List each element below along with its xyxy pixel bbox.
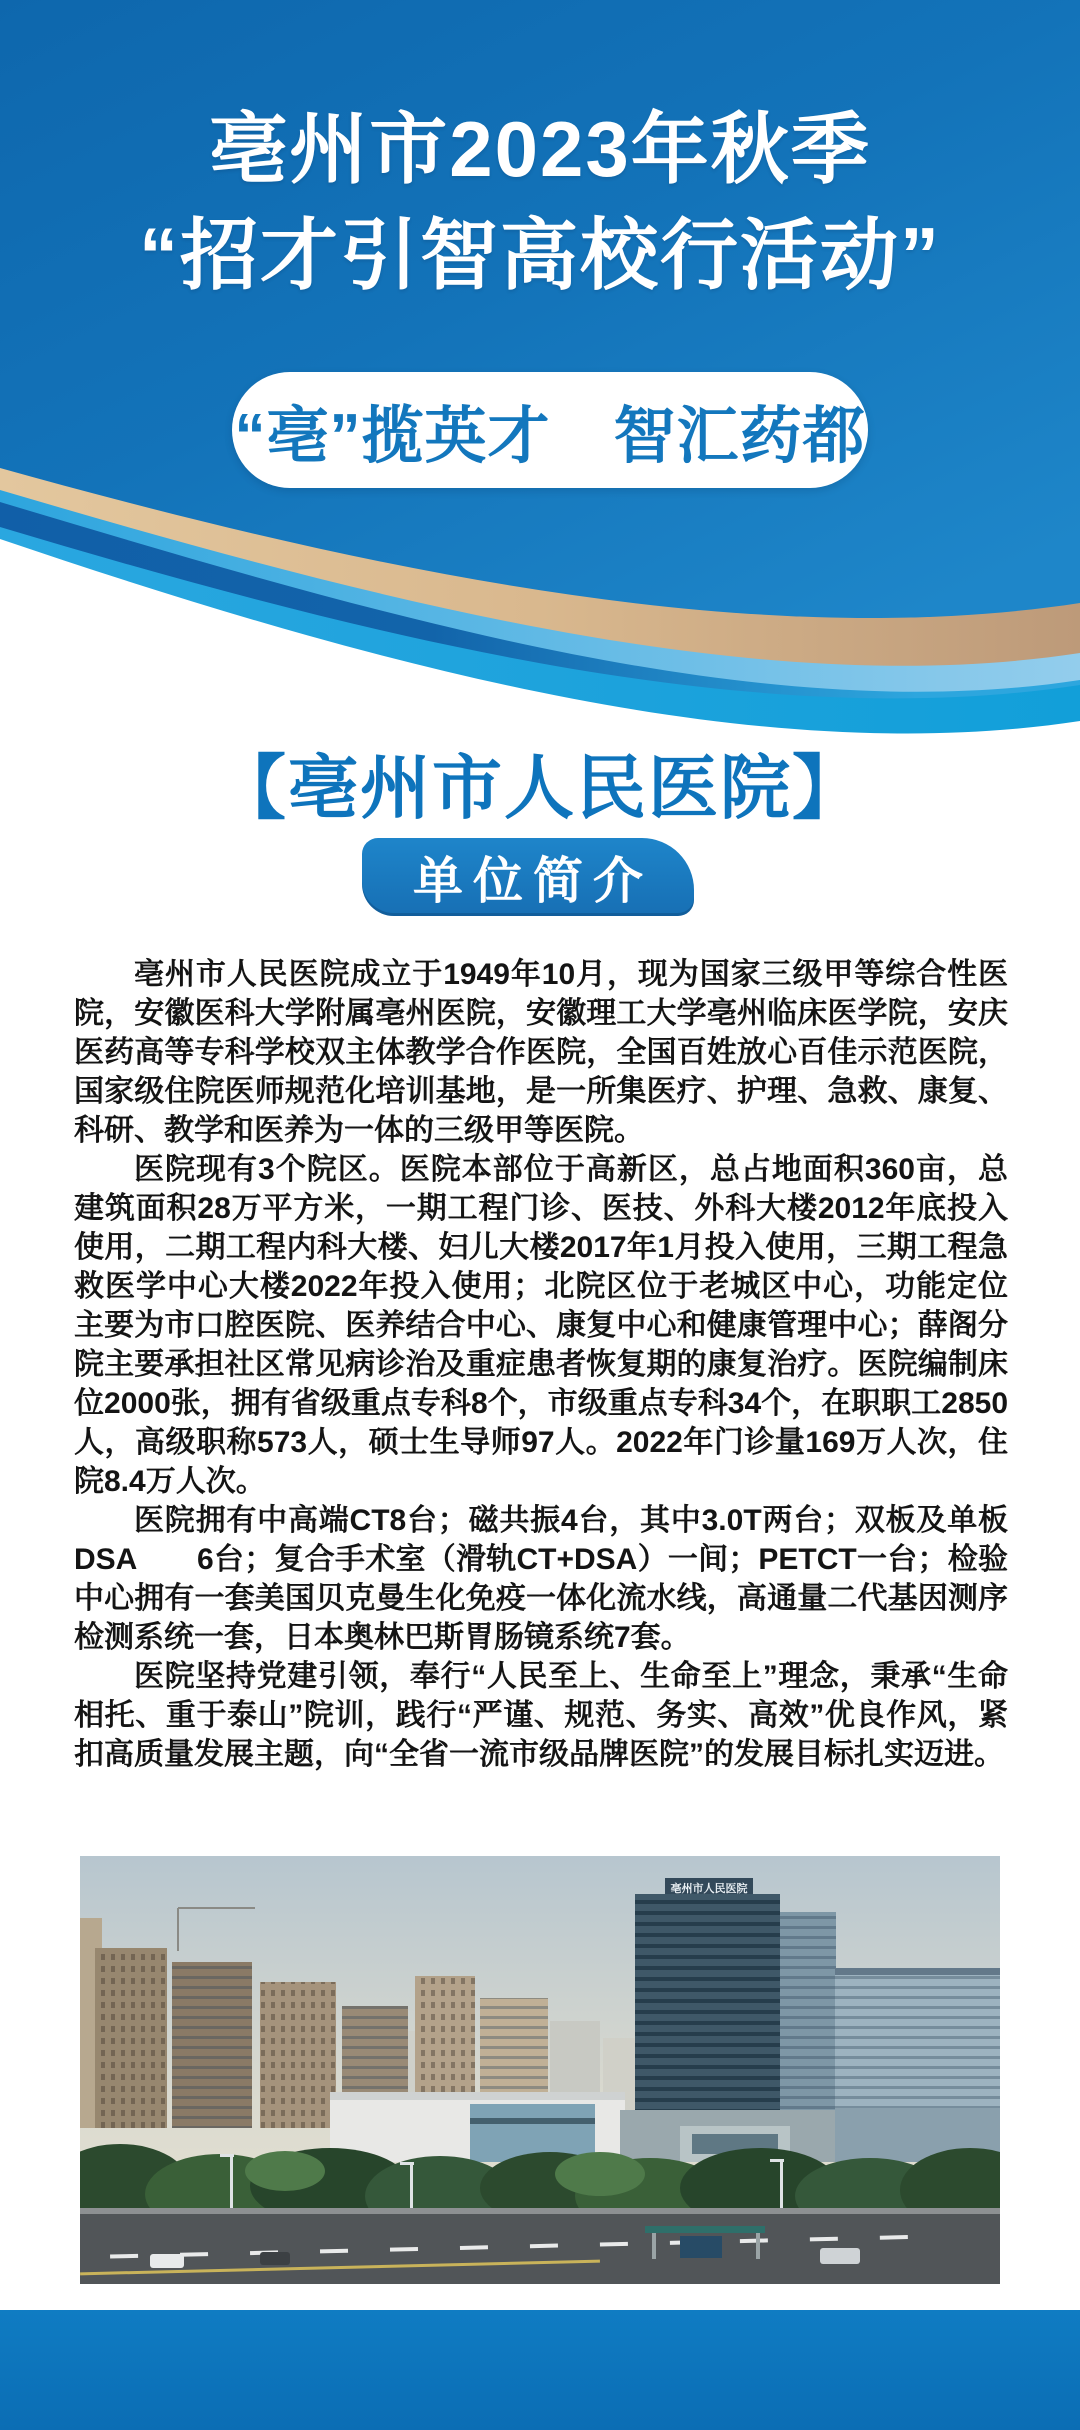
slogan-badge-text: “亳”揽英才 智汇药都 (234, 401, 866, 471)
intro-paragraph-2: 医院现有3个院区。医院本部位于高新区，总占地面积360亩，总建筑面积28万平方米，一期工程门诊、医技、外科大楼2012年底投入使用，二期工程内科大楼、妇儿大楼2017年1月投入使用，三期工程急救医学中心大楼2022年投入使用；北院区位于老城区中心，功能定位主要为市口腔医院、医养结合中心、康复中心和健康管理中心；薛阁分院主要承担社区常见病诊治及重症患者恢复期的康复治疗。医院编制床位2000张，拥有省级重点专科8个，市级重点专科34个，在职职工2850人，高级职称573人，硕士生导师97人。2022年门诊量169万人次，住院8.4万人次。 (74, 1153, 1008, 1498)
hospital-introduction (74, 955, 1008, 1774)
hospital-photo-scene (80, 1856, 1000, 2284)
photo-truck (820, 2248, 860, 2264)
footer-bar (0, 2310, 1080, 2430)
hospital-name-title: 【亳州市人民医院】 (216, 749, 864, 827)
intro-paragraph-3: 医院拥有中高端CT8台；磁共振4台，其中3.0T两台；双板及单板DSA 6台；复合手术室（滑轨CT+DSA）一间；PETCT一台；检验中心拥有一套美国贝克曼生化免疫一体化流水线，高通量二代基因测序检测系统一套，日本奥林巴斯胃肠镜系统7套。 (74, 1504, 1008, 1654)
intro-paragraph-1: 亳州市人民医院成立于1949年10月，现为国家三级甲等综合性医院，安徽医科大学附属亳州医院，安徽理工大学亳州临床医学院，安庆医药高等专科学校双主体教学合作医院，全国百姓放心百佳示范医院，国家级住院医师规范化培训基地，是一所集医疗、护理、急救、康复、科研、教学和医养为一体的三级甲等医院。 (74, 958, 1008, 1147)
photo-right-building (835, 1968, 1000, 2162)
photo-car (150, 2254, 184, 2268)
unit-intro-button-label: 单位简介 (413, 853, 653, 909)
photo-car (260, 2252, 290, 2265)
photo-podium-building (330, 2092, 625, 2162)
event-title-line1: 亳州市2023年秋季 (209, 105, 871, 193)
unit-intro-button[interactable] (362, 838, 694, 916)
intro-paragraph-4: 医院坚持党建引领，奉行“人民至上、生命至上”理念，秉承“生命相托、重于泰山”院训，践行“严谨、规范、务实、高效”优良作风，紧扣高质量发展主题，向“全省一流市级品牌医院”的发展目标扎实迈进。 (74, 1660, 1008, 1771)
event-title (0, 96, 1080, 308)
hospital-photo (80, 1856, 1000, 2284)
photo-tower-sign: 亳州市人民医院 (670, 1883, 748, 1895)
photo-road (80, 2208, 1000, 2284)
event-title-line2: “招才引智高校行活动” (138, 211, 941, 299)
slogan-badge (232, 372, 868, 488)
